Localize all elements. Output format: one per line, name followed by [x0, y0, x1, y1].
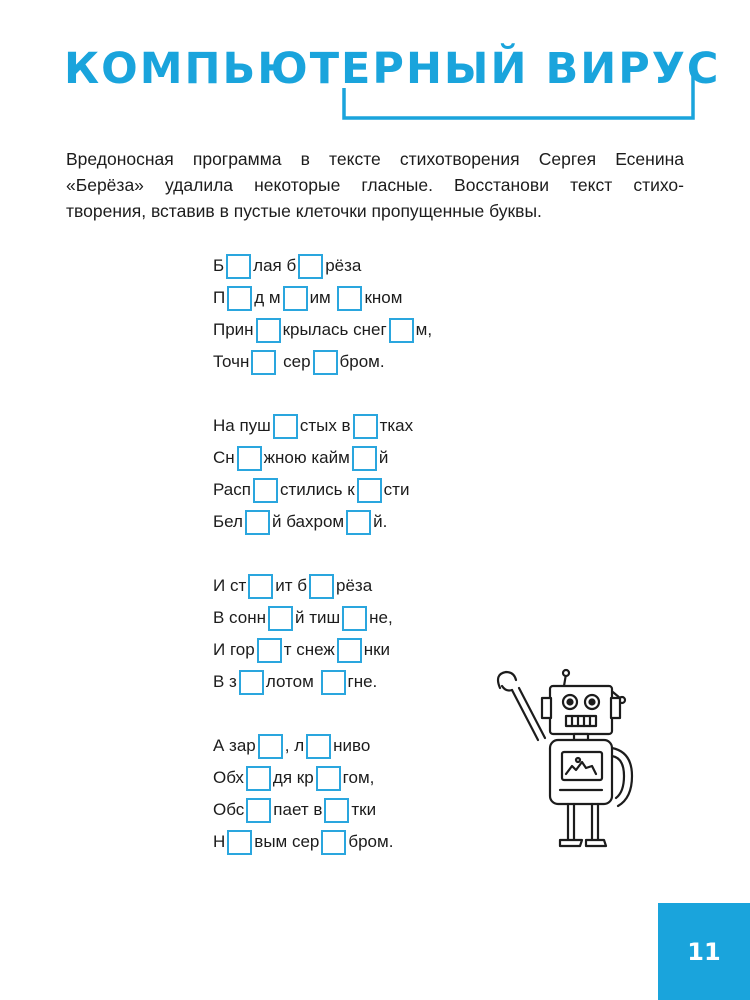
poem-text: вым сер [254, 832, 320, 851]
poem-text: тки [351, 800, 377, 819]
letter-box[interactable] [258, 734, 283, 759]
letter-box[interactable] [321, 830, 346, 855]
poem-text: рёза [335, 576, 373, 595]
poem-text: кном [364, 288, 403, 307]
letter-box[interactable] [237, 446, 262, 471]
letter-box[interactable] [246, 798, 271, 823]
letter-box[interactable] [273, 414, 298, 439]
intro-line: творения, вставив в пустые клеточки пропущенные буквы. [66, 201, 542, 221]
letter-box[interactable] [321, 670, 346, 695]
letter-box[interactable] [352, 446, 377, 471]
intro-text [66, 146, 684, 224]
poem-text: им [309, 288, 336, 307]
poem-text: ниво [333, 736, 371, 755]
poem-text: , л [284, 736, 305, 755]
poem-text: нки [363, 640, 391, 659]
letter-box[interactable] [298, 254, 323, 279]
intro-line: Вредоносная программа в тексте стихотворения Сергея Есенина [66, 149, 684, 169]
poem-text: д м [254, 288, 281, 307]
poem-text: На пуш [213, 416, 271, 435]
letter-box[interactable] [337, 638, 362, 663]
poem-text: гне. [347, 672, 378, 691]
poem-line [213, 474, 432, 506]
poem-text: И ст [213, 576, 247, 595]
poem-line [213, 442, 432, 474]
poem-text: дя кр [272, 768, 314, 787]
poem-text: жною кайм [263, 448, 350, 467]
poem-text: Сн [213, 448, 235, 467]
poem-stanza [213, 570, 432, 698]
poem-line [213, 602, 432, 634]
poem-text: ит б [275, 576, 307, 595]
page-number: 11 [658, 903, 750, 1000]
poem-text: гом, [342, 768, 375, 787]
letter-box[interactable] [346, 510, 371, 535]
letter-box[interactable] [268, 606, 293, 631]
letter-box[interactable] [251, 350, 276, 375]
poem-text: не, [369, 608, 393, 627]
letter-box[interactable] [246, 766, 271, 791]
letter-box[interactable] [342, 606, 367, 631]
letter-box[interactable] [245, 510, 270, 535]
poem-text: сер [278, 352, 311, 371]
poem-text: м, [415, 320, 433, 339]
letter-box[interactable] [227, 830, 252, 855]
poem-text: й. [373, 512, 388, 531]
poem-text: пает в [273, 800, 323, 819]
poem-text: Бел [213, 512, 243, 531]
poem-text: бром. [339, 352, 385, 371]
poem-line [213, 634, 432, 666]
intro-line: «Берёза» удалила некоторые гласные. Восстанови текст стихо- [66, 175, 684, 195]
poem-line [213, 730, 432, 762]
poem-text: П [213, 288, 226, 307]
letter-box[interactable] [227, 286, 252, 311]
poem-text: Обс [213, 800, 245, 819]
letter-box[interactable] [316, 766, 341, 791]
poem-text: Точн [213, 352, 250, 371]
letter-box[interactable] [253, 478, 278, 503]
poem-line [213, 570, 432, 602]
poem-text: В сонн [213, 608, 266, 627]
letter-box[interactable] [256, 318, 281, 343]
poem-text: В з [213, 672, 237, 691]
poem-stanza [213, 730, 432, 858]
poem-text: тках [379, 416, 414, 435]
poem-text: Б [213, 256, 225, 275]
robot-icon [488, 668, 638, 868]
letter-box[interactable] [239, 670, 264, 695]
poem-text: й бахром [271, 512, 345, 531]
poem [213, 250, 432, 890]
letter-box[interactable] [226, 254, 251, 279]
poem-stanza [213, 410, 432, 538]
page-title: КОМПЬЮТЕРНЫЙ ВИРУС [64, 44, 721, 94]
poem-line [213, 250, 432, 282]
poem-stanza [213, 250, 432, 378]
poem-text: стились к [279, 480, 355, 499]
letter-box[interactable] [283, 286, 308, 311]
poem-text: сти [383, 480, 410, 499]
poem-line [213, 346, 432, 378]
poem-text: А зар [213, 736, 256, 755]
poem-text: т снеж [283, 640, 335, 659]
poem-line [213, 666, 432, 698]
poem-text: Н [213, 832, 226, 851]
poem-text: Расп [213, 480, 251, 499]
poem-text: лотом [265, 672, 319, 691]
letter-box[interactable] [306, 734, 331, 759]
poem-text: й [378, 448, 389, 467]
poem-line [213, 826, 432, 858]
title-underline [0, 0, 750, 140]
poem-line [213, 410, 432, 442]
poem-text: й тиш [294, 608, 341, 627]
poem-text: стых в [299, 416, 351, 435]
poem-text: крылась снег [282, 320, 387, 339]
letter-box[interactable] [353, 414, 378, 439]
poem-line [213, 282, 432, 314]
poem-text: Обх [213, 768, 244, 787]
poem-line [213, 762, 432, 794]
poem-line [213, 506, 432, 538]
letter-box[interactable] [257, 638, 282, 663]
letter-box[interactable] [309, 574, 334, 599]
letter-box[interactable] [313, 350, 338, 375]
poem-text: Прин [213, 320, 254, 339]
poem-line [213, 794, 432, 826]
letter-box[interactable] [248, 574, 273, 599]
letter-box[interactable] [337, 286, 362, 311]
poem-text: бром. [348, 832, 394, 851]
poem-text: лая б [253, 256, 297, 275]
poem-text: И гор [213, 640, 255, 659]
letter-box[interactable] [357, 478, 382, 503]
poem-text: рёза [325, 256, 362, 275]
poem-line [213, 314, 432, 346]
letter-box[interactable] [389, 318, 414, 343]
letter-box[interactable] [324, 798, 349, 823]
